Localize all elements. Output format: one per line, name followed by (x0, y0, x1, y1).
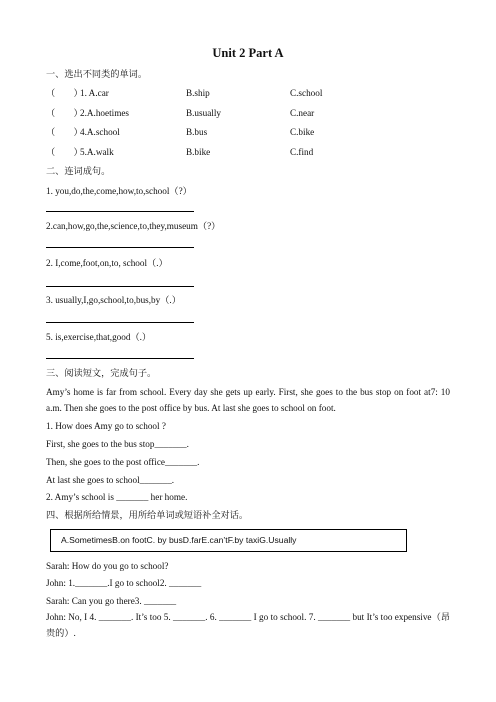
choice-row (46, 127, 446, 138)
section3-heading: 三、阅读短文，完成句子。 (46, 368, 157, 378)
option-a: 4.A.school (80, 127, 120, 137)
answer-paren: （ ） (46, 108, 83, 118)
page-title: Unit 2 Part A (212, 46, 284, 60)
option-b: B.ship (186, 88, 210, 98)
option-c: C.near (290, 108, 315, 118)
dialogue-line: John: No, I 4. _______. It’s too 5. _______. 6. _______ I go to school. 7. _______ but It’s too expensive（昂贵的）. (46, 612, 450, 638)
choice-row (46, 88, 446, 99)
option-b: B.bike (186, 147, 211, 157)
dialogue-line: John: 1._______.I go to school2. _______ (46, 578, 202, 588)
option-c: C.school (290, 88, 323, 98)
sentence-item: 2. I,come,foot,on,to, school（.） (46, 258, 168, 268)
answer-line (46, 322, 194, 323)
sentence-item: 2.can,how,go,the,science,to,they,museum（?） (46, 221, 221, 231)
answer-line (46, 211, 194, 212)
options-box: A.SometimesB.on footC. by busD.farE.can’tF.by taxiG.Usually (50, 529, 407, 552)
option-c: C.bike (290, 127, 315, 137)
reading-line: First, she goes to the bus stop_______. (46, 439, 189, 449)
answer-line (46, 247, 194, 248)
section2-heading: 二、连词成句。 (46, 166, 111, 176)
dialogue-line: Sarah: Can you go there3. _______ (46, 596, 177, 606)
section1-heading: 一、选出不同类的单词。 (46, 69, 148, 79)
section4-heading: 四、根据所给情景，用所给单词或短语补全对话。 (46, 510, 249, 520)
option-a: 1. A.car (80, 88, 109, 98)
reading-line: 1. How does Amy go to school ? (46, 421, 166, 431)
dialogue-line: Sarah: How do you go to school? (46, 561, 169, 571)
sentence-item: 5. is,exercise,that,good（.） (46, 332, 152, 342)
option-b: B.usually (186, 108, 221, 118)
answer-paren: （ ） (46, 127, 83, 137)
answer-line (46, 286, 194, 287)
answer-line (46, 358, 194, 359)
reading-line: Then, she goes to the post office_______. (46, 457, 200, 467)
answer-paren: （ ） (46, 147, 83, 157)
option-b: B.bus (186, 127, 208, 137)
option-a: 2.A.hoetimes (80, 108, 129, 118)
choice-row (46, 108, 446, 119)
sentence-item: 1. you,do,the,come,how,to,school（?） (46, 186, 192, 196)
sentence-item: 3. usually,I,go,school,to,bus,by（.） (46, 295, 181, 305)
choice-row (46, 147, 446, 158)
reading-line: 2. Amy’s school is _______ her home. (46, 492, 188, 502)
reading-passage: Amy’s home is far from school. Every day she gets up early. First, she goes to the bus stop on foot at7: 10 a.m. Then she goes to the post office by bus. At last she goes to school on foot. (46, 387, 450, 413)
option-a: 5.A.walk (80, 147, 114, 157)
option-c: C.find (290, 147, 314, 157)
answer-paren: （ ） (46, 88, 83, 98)
reading-line: At last she goes to school_______. (46, 475, 175, 485)
